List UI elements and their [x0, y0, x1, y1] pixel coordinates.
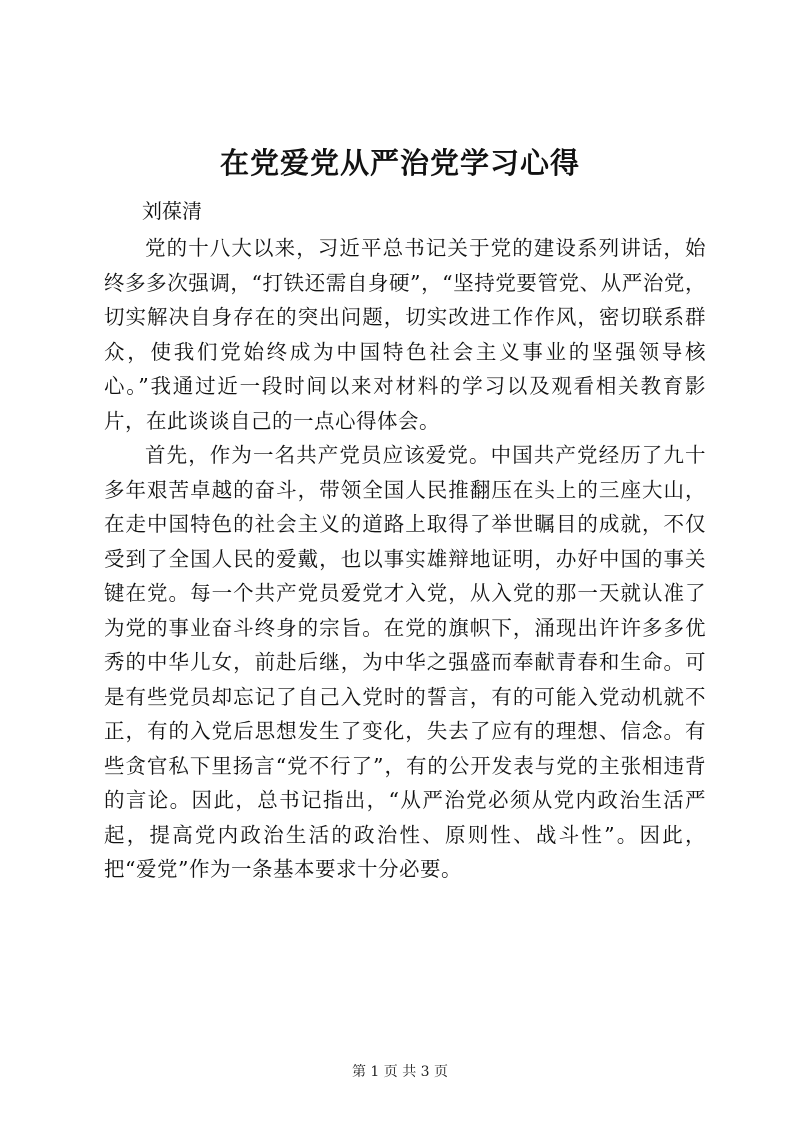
- document-body: [104, 231, 706, 887]
- paragraph-love-party: 首先，作为一名共产党员应该爱党。中国共产党经历了九十多年艰苦卓越的奋斗，带领全国人民推翻压在头上的三座大山，在走中国特色的社会主义的道路上取得了举世瞩目的成就，不仅受到了全国人民的爱戴，也以事实雄辩地证明，办好中国的事关键在党。每一个共产党员爱党才入党，从入党的那一天就认准了为党的事业奋斗终身的宗旨。在党的旗帜下，涌现出许许多多优秀的中华儿女，前赴后继，为中华之强盛而奉献青春和生命。可是有些党员却忘记了自己入党时的誓言，有的可能入党动机就不正，有的入党后思想发生了变化，失去了应有的理想、信念。有些贪官私下里扬言“党不行了”，有的公开发表与党的主张相违背的言论。因此，总书记指出，“从严治党必须从党内政治生活严起，提高党内政治生活的政治性、原则性、战斗性”。因此，把“爱党”作为一条基本要求十分必要。: [104, 443, 706, 881]
- author-name: 刘葆清: [142, 199, 202, 223]
- page-number: 第 1 页 共 3 页: [351, 1064, 449, 1080]
- paragraph-intro: 党的十八大以来，习近平总书记关于党的建设系列讲话，始终多多次强调，“打铁还需自身硬”，“坚持党要管党、从严治党，切实解决自身存在的突出问题，切实改进工作作风，密切联系群众，使我们党始终成为中国特色社会主义事业的坚强领导核心。”我通过近一段时间以来对材料的学习以及观看相关教育影片，在此谈谈自己的一点心得体会。: [104, 236, 706, 433]
- page-title: 在党爱党从严治党学习心得: [219, 146, 580, 180]
